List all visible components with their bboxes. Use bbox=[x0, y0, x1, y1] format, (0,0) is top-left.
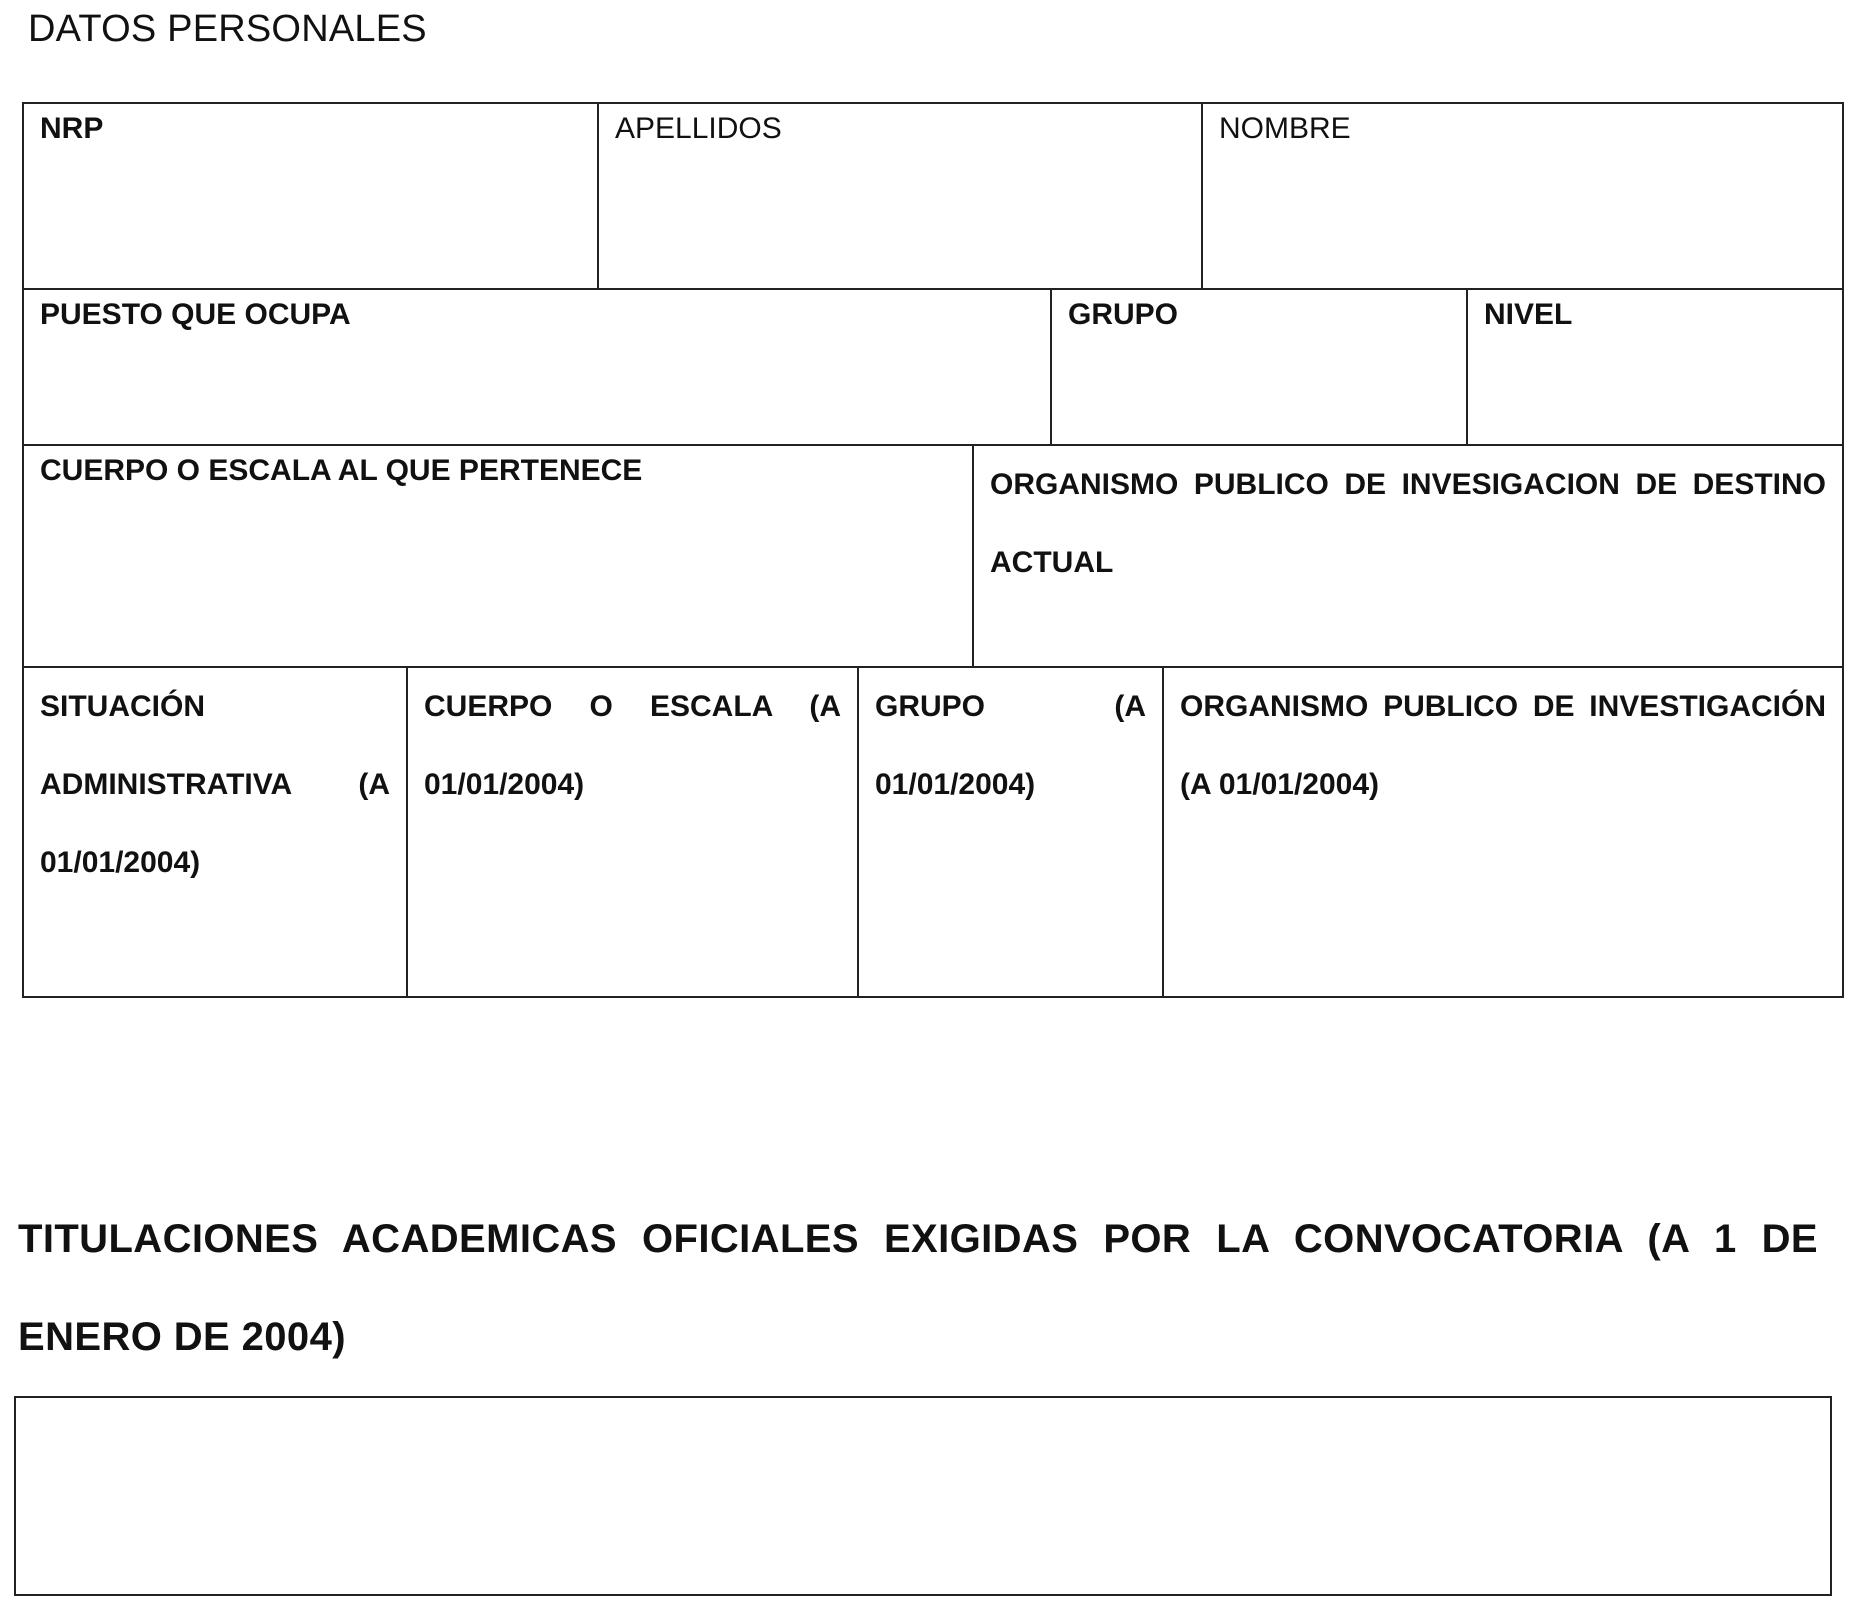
label-apellidos: APELLIDOS bbox=[615, 112, 782, 145]
form-row-identity bbox=[24, 104, 1842, 290]
cell-nrp[interactable] bbox=[24, 104, 599, 288]
form-row-cuerpo bbox=[24, 446, 1842, 668]
label-organismo-2004: ORGANISMO PUBLICO DE INVESTIGACIÓN (A 01/01/2004) bbox=[1180, 690, 1826, 801]
label-grupo-2004: GRUPO (A 01/01/2004) bbox=[875, 690, 1146, 801]
cell-organismo-destino[interactable] bbox=[974, 446, 1842, 666]
label-grupo: GRUPO bbox=[1068, 298, 1179, 331]
cell-situacion-administrativa[interactable] bbox=[24, 668, 408, 998]
section-title-titulaciones: TITULACIONES ACADEMICAS OFICIALES EXIGIDAS POR LA CONVOCATORIA (A 1 DE ENERO DE 2004) bbox=[18, 1217, 1818, 1359]
label-cuerpo-escala: CUERPO O ESCALA AL QUE PERTENECE bbox=[40, 454, 643, 487]
section-title-datos-personales: DATOS PERSONALES bbox=[28, 8, 427, 50]
cell-apellidos[interactable] bbox=[599, 104, 1203, 288]
cell-organismo-2004[interactable] bbox=[1164, 668, 1842, 998]
label-situacion-administrativa: SITUACIÓN ADMINISTRATIVA (A 01/01/2004) bbox=[40, 690, 390, 879]
label-nombre: NOMBRE bbox=[1219, 112, 1351, 145]
personal-data-form bbox=[22, 102, 1844, 998]
label-organismo-destino: ORGANISMO PUBLICO DE INVESIGACION DE DESTINO ACTUAL bbox=[990, 468, 1826, 579]
cell-cuerpo-escala-2004[interactable] bbox=[408, 668, 859, 998]
cell-grupo[interactable] bbox=[1052, 290, 1468, 444]
label-cuerpo-escala-2004: CUERPO O ESCALA (A 01/01/2004) bbox=[424, 690, 841, 801]
label-puesto: PUESTO QUE OCUPA bbox=[40, 298, 351, 331]
cell-cuerpo-escala[interactable] bbox=[24, 446, 974, 666]
form-row-puesto bbox=[24, 290, 1842, 446]
cell-nivel[interactable] bbox=[1468, 290, 1842, 444]
label-nivel: NIVEL bbox=[1484, 298, 1573, 331]
form-row-situacion bbox=[24, 668, 1842, 998]
titulaciones-answer-box[interactable] bbox=[14, 1396, 1832, 1596]
label-nrp: NRP bbox=[40, 112, 104, 145]
cell-grupo-2004[interactable] bbox=[859, 668, 1164, 998]
cell-nombre[interactable] bbox=[1203, 104, 1842, 288]
cell-puesto[interactable] bbox=[24, 290, 1052, 444]
